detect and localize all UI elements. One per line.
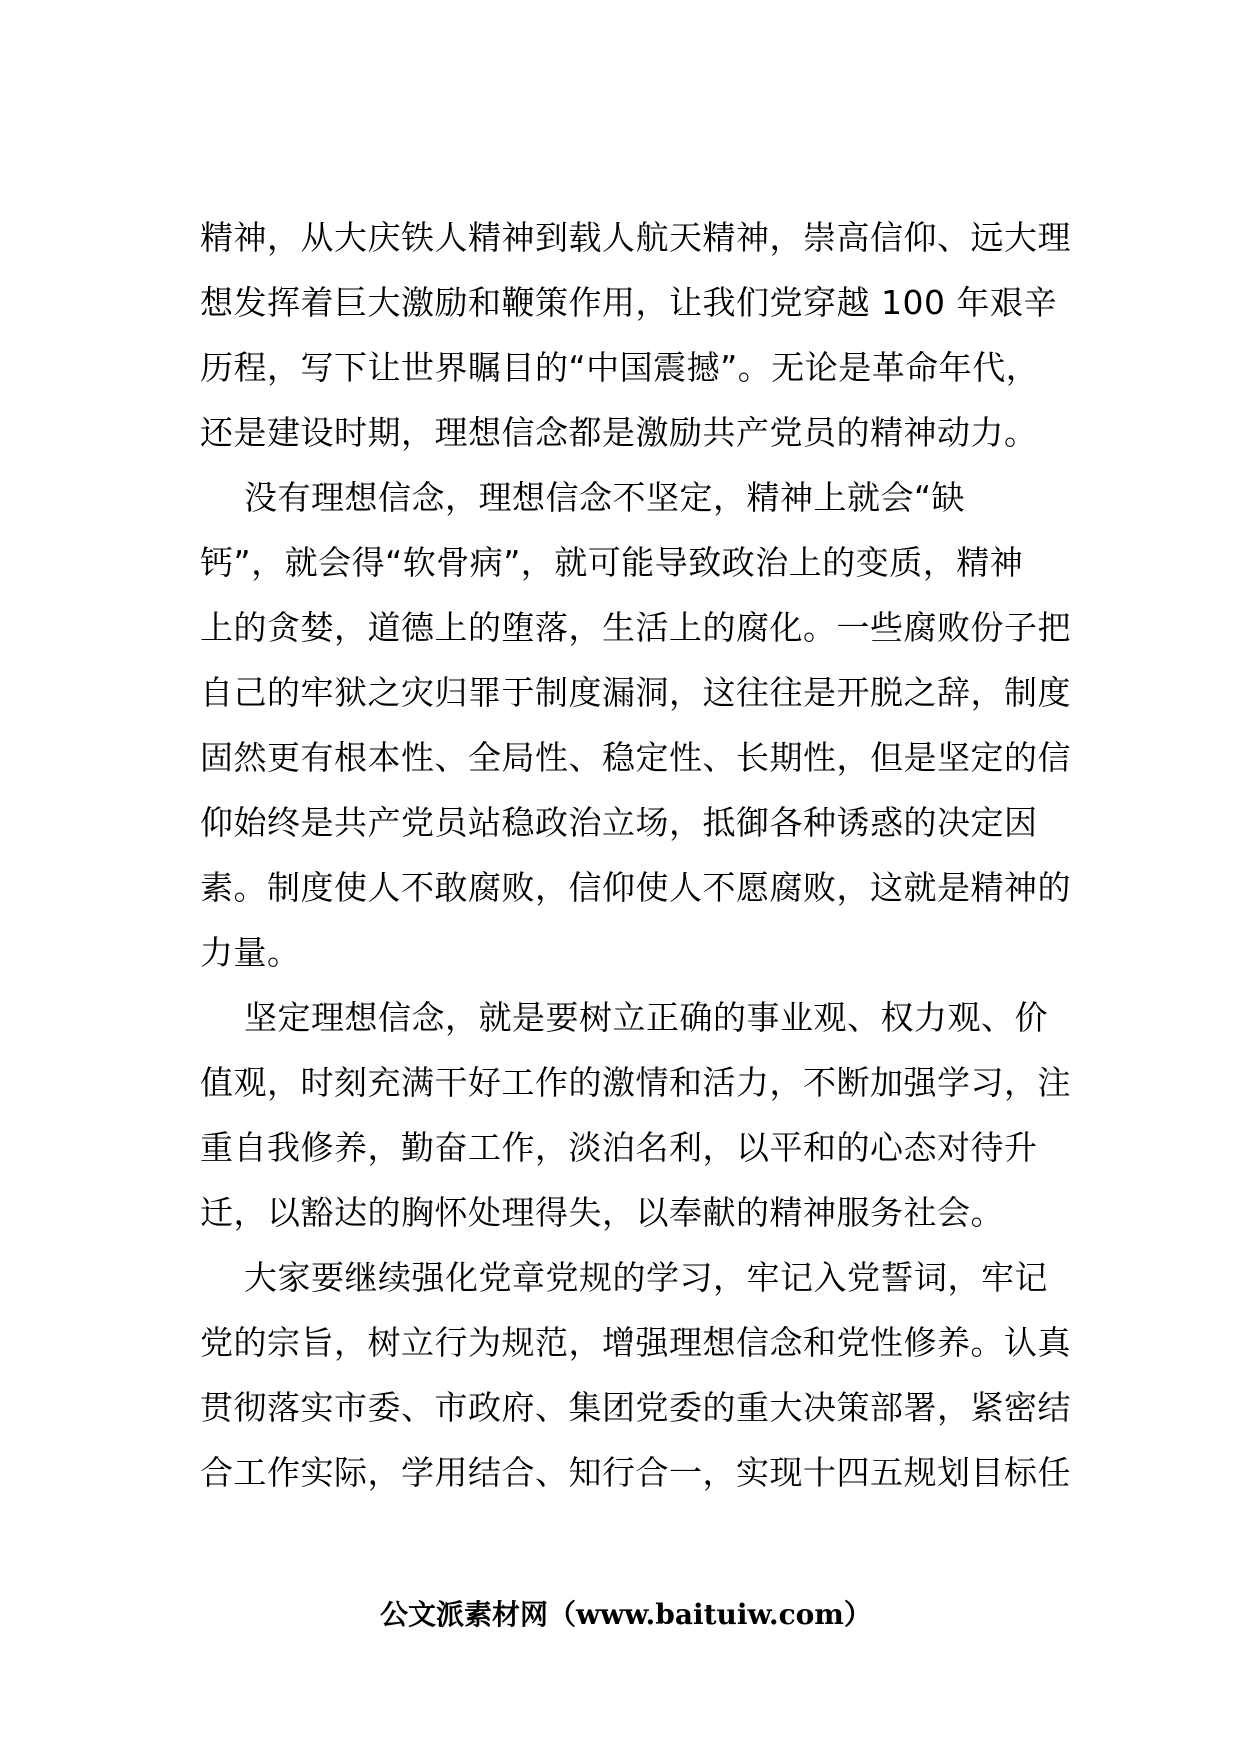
text-line: 坚定理想信念，就是要树立正确的事业观、权力观、价 — [200, 998, 1048, 1037]
text-line: 钙”，就会得“软骨病”，就可能导致政治上的变质，精神 — [200, 543, 1024, 582]
text-line: 想发挥着巨大激励和鞭策作用，让我们党穿越 100 年艰辛 — [200, 283, 1057, 322]
text-line: 历程，写下让世界瞩目的“中国震撼”。无论是革命年代， — [200, 348, 1040, 387]
text-line: 合工作实际，学用结合、知行合一，实现十四五规划目标任 — [200, 1453, 1071, 1492]
text-line: 还是建设时期，理想信念都是激励共产党员的精神动力。 — [200, 413, 1038, 452]
text-line: 没有理想信念，理想信念不坚定，精神上就会“缺 — [200, 478, 966, 517]
page-footer: 公文派素材网（www.baituiw.com） — [380, 1598, 872, 1631]
text-line: 上的贪婪，道德上的堕落，生活上的腐化。一些腐败份子把 — [200, 608, 1071, 647]
text-line: 固然更有根本性、全局性、稳定性、长期性，但是坚定的信 — [200, 738, 1071, 777]
text-line: 值观，时刻充满干好工作的激情和活力，不断加强学习，注 — [200, 1063, 1071, 1102]
text-line: 力量。 — [200, 933, 301, 972]
text-line: 自己的牢狱之灾归罪于制度漏洞，这往往是开脱之辞，制度 — [200, 673, 1071, 712]
text-line: 重自我修养，勤奋工作，淡泊名利，以平和的心态对待升 — [200, 1128, 1038, 1167]
text-line: 党的宗旨，树立行为规范，增强理想信念和党性修养。认真 — [200, 1323, 1071, 1362]
text-line: 大家要继续强化党章党规的学习，牢记入党誓词，牢记 — [200, 1258, 1048, 1297]
text-line: 素。制度使人不敢腐败，信仰使人不愿腐败，这就是精神的 — [200, 868, 1071, 907]
text-line: 迁，以豁达的胸怀处理得失，以奉献的精神服务社会。 — [200, 1193, 1004, 1232]
text-line: 精神，从大庆铁人精神到载人航天精神，崇高信仰、远大理 — [200, 218, 1071, 257]
text-line: 仰始终是共产党员站稳政治立场，抵御各种诱惑的决定因 — [200, 803, 1038, 842]
text-line: 贯彻落实市委、市政府、集团党委的重大决策部署，紧密结 — [200, 1388, 1071, 1427]
